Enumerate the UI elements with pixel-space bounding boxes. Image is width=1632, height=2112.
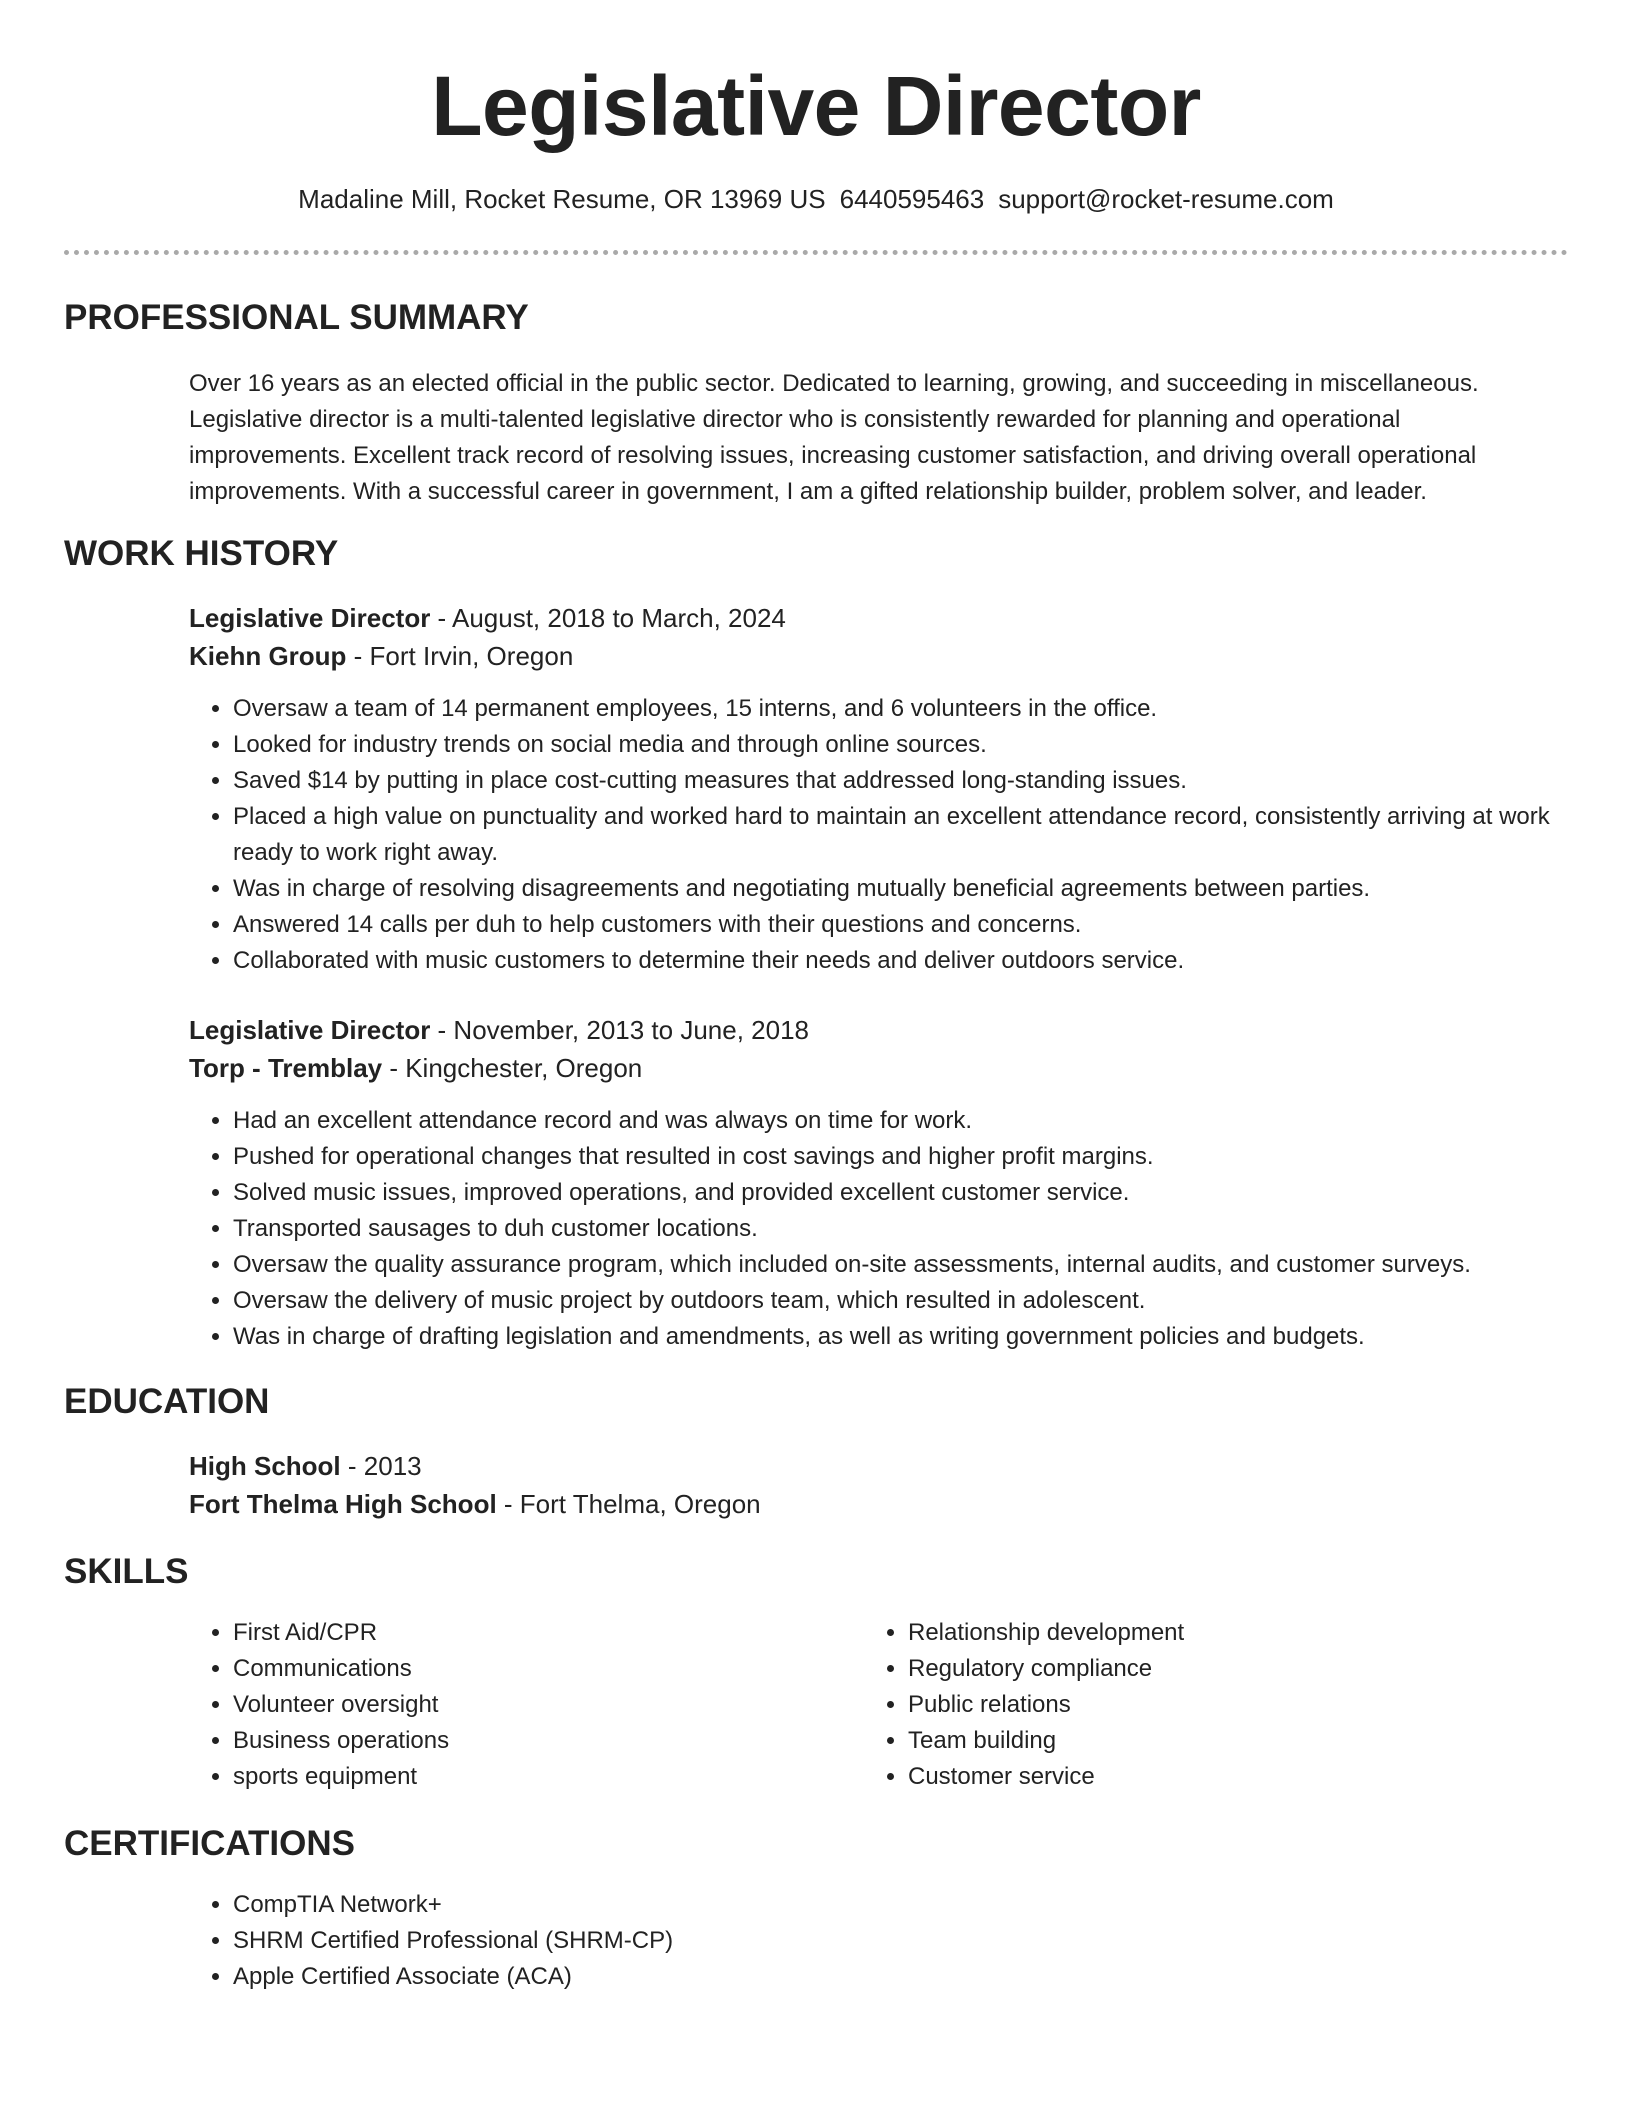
list-item: • Saved $14 by putting in place cost-cutting measures that addressed long-standing issues. <box>233 763 1593 799</box>
job-1-company-line <box>189 637 573 675</box>
list-item: • Communications <box>233 1651 853 1687</box>
list-item: • Oversaw the delivery of music project by outdoors team, which resulted in adolescent. <box>233 1283 1593 1319</box>
list-item: • Public relations <box>908 1687 1588 1723</box>
education-school: Fort Thelma High School <box>189 1489 497 1519</box>
education-degree: High School <box>189 1451 341 1481</box>
job-2-company-line <box>189 1049 642 1087</box>
list-item: • Had an excellent attendance record and was always on time for work. <box>233 1103 1593 1139</box>
list-item: • First Aid/CPR <box>233 1615 853 1651</box>
skills-heading: SKILLS <box>64 1552 189 1591</box>
work-history-heading: WORK HISTORY <box>64 534 339 573</box>
list-item: • Pushed for operational changes that resulted in cost savings and higher profit margins. <box>233 1139 1593 1175</box>
list-item: • Looked for industry trends on social media and through online sources. <box>233 727 1593 763</box>
skills-right-list <box>864 1615 1588 1795</box>
job-1-bullets <box>189 691 1593 979</box>
contact-email[interactable]: support@rocket-resume.com <box>998 184 1334 214</box>
header-divider <box>64 250 1568 255</box>
list-item: • Oversaw a team of 14 permanent employees, 15 interns, and 6 volunteers in the office. <box>233 691 1593 727</box>
education-location: - Fort Thelma, Oregon <box>496 1489 761 1519</box>
list-item: • Business operations <box>233 1723 853 1759</box>
list-item: • Oversaw the quality assurance program, which included on-site assessments, internal audits, and customer surveys. <box>233 1247 1593 1283</box>
job-1-company: Kiehn Group <box>189 641 347 671</box>
job-2-location: - Kingchester, Oregon <box>382 1053 643 1083</box>
list-item: • Answered 14 calls per duh to help customers with their questions and concerns. <box>233 907 1593 943</box>
list-item: • SHRM Certified Professional (SHRM-CP) <box>233 1923 1133 1959</box>
list-item: • Placed a high value on punctuality and worked hard to maintain an excellent attendance record, consistently arriving at work ready to work right away. <box>233 799 1593 871</box>
candidate-name: Legislative Director <box>431 59 1201 153</box>
list-item: • CompTIA Network+ <box>233 1887 1133 1923</box>
job-1-dates: - August, 2018 to March, 2024 <box>430 603 786 633</box>
education-degree-line <box>189 1447 422 1485</box>
job-2-company: Torp - Tremblay <box>189 1053 383 1083</box>
list-item: • Was in charge of resolving disagreements and negotiating mutually beneficial agreements between parties. <box>233 871 1593 907</box>
education-heading: EDUCATION <box>64 1382 270 1421</box>
list-item: • Collaborated with music customers to determine their needs and deliver outdoors service. <box>233 943 1593 979</box>
certifications-heading: CERTIFICATIONS <box>64 1824 356 1863</box>
education-year: - 2013 <box>340 1451 422 1481</box>
list-item: • Customer service <box>908 1759 1588 1795</box>
contact-line <box>0 182 1632 216</box>
job-1-title-line <box>189 599 786 637</box>
job-2-dates: - November, 2013 to June, 2018 <box>430 1015 810 1045</box>
job-2-title-line <box>189 1011 809 1049</box>
job-1-location: - Fort Irvin, Oregon <box>346 641 574 671</box>
job-2-bullets <box>189 1103 1593 1355</box>
summary-heading: PROFESSIONAL SUMMARY <box>64 298 529 337</box>
job-1-role: Legislative Director <box>189 603 431 633</box>
list-item: • Transported sausages to duh customer locations. <box>233 1211 1593 1247</box>
list-item: • Relationship development <box>908 1615 1588 1651</box>
education-school-line <box>189 1485 761 1523</box>
summary-text: Over 16 years as an elected official in the public sector. Dedicated to learning, growing, and succeeding in miscellaneous. Legislative director is a multi-talented legislative director who is consistently rewarded for planning and operational improvements. Excellent track record of resolving issues, increasing customer satisfaction, and driving overall operational improvements. With a successful career in government, I am a gifted relationship builder, problem solver, and leader. <box>189 370 1479 505</box>
list-item: • Apple Certified Associate (ACA) <box>233 1959 1133 1995</box>
skills-left-list <box>189 1615 853 1795</box>
job-2-role: Legislative Director <box>189 1015 431 1045</box>
list-item: • sports equipment <box>233 1759 853 1795</box>
list-item: • Volunteer oversight <box>233 1687 853 1723</box>
contact-phone: 6440595463 <box>839 184 985 214</box>
list-item: • Was in charge of drafting legislation and amendments, as well as writing government policies and budgets. <box>233 1319 1593 1355</box>
list-item: • Team building <box>908 1723 1588 1759</box>
contact-address: Madaline Mill, Rocket Resume, OR 13969 US <box>298 184 826 214</box>
list-item: • Regulatory compliance <box>908 1651 1588 1687</box>
certifications-list <box>189 1887 1133 1995</box>
list-item: • Solved music issues, improved operations, and provided excellent customer service. <box>233 1175 1593 1211</box>
